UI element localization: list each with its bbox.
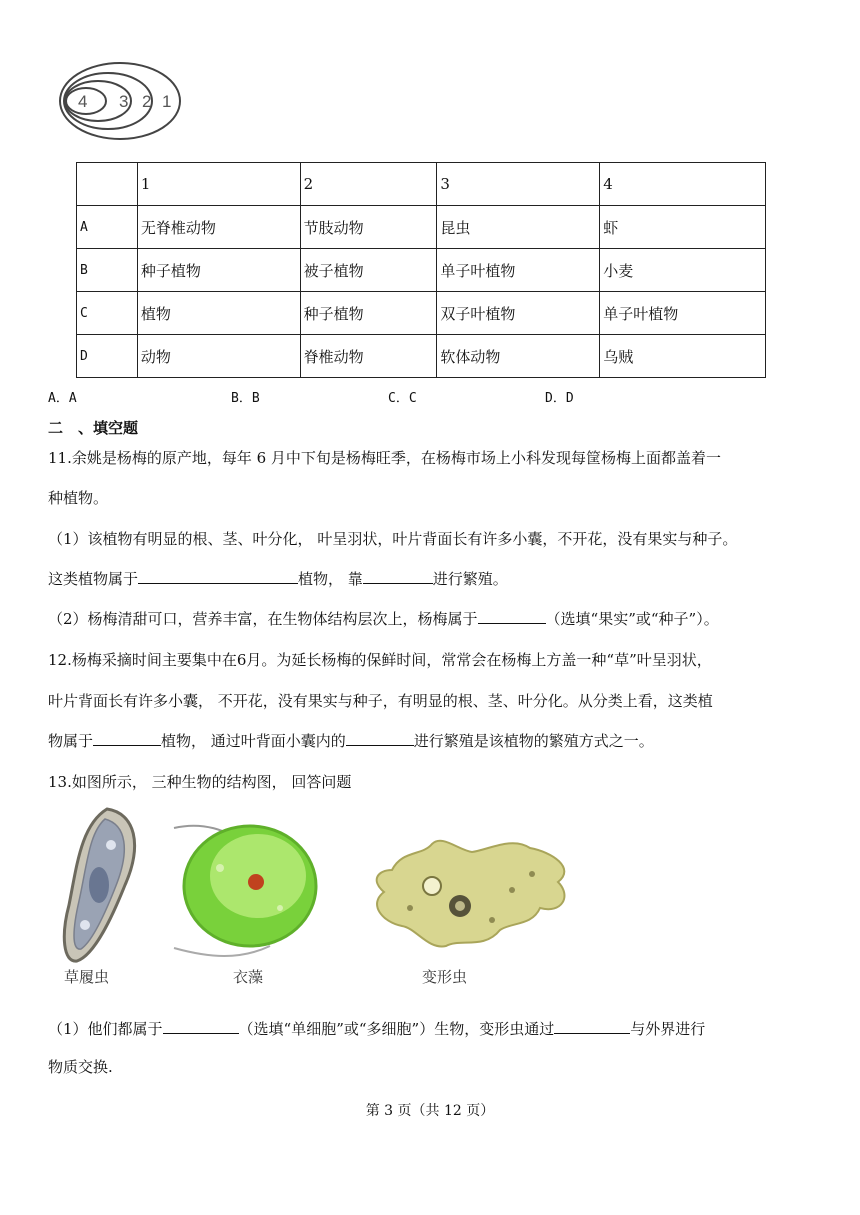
table-cell: 乌贼 xyxy=(600,335,766,378)
table-cell: 4 xyxy=(600,163,766,206)
table-cell: 虾 xyxy=(600,206,766,249)
caption-chlamydomonas: 衣藻 xyxy=(233,968,264,986)
venn-label-2: 2 xyxy=(142,92,152,111)
option-d[interactable]: D．D xyxy=(545,391,574,406)
section-heading: 二 、填空题 xyxy=(48,419,139,437)
table-row xyxy=(77,206,766,249)
table-cell: 脊椎动物 xyxy=(300,335,437,378)
table-cell: 3 xyxy=(437,163,600,206)
text-segment: （选填“果实”或“种子”）。 xyxy=(545,610,719,628)
caption-amoeba: 变形虫 xyxy=(422,968,468,986)
table-cell: B xyxy=(77,249,138,292)
table-cell: 1 xyxy=(137,163,300,206)
answer-blank[interactable] xyxy=(93,729,161,746)
q11-stem-line1: 11.余姚是杨梅的原产地，每年 6 月中下旬是杨梅旺季，在杨梅市场上小科发现每筐杨梅上面都盖着一 xyxy=(48,449,721,467)
text-segment: 物属于 xyxy=(48,732,94,750)
q12-line3 xyxy=(48,729,654,753)
table-row xyxy=(77,335,766,378)
answer-blank[interactable] xyxy=(554,1017,630,1034)
answer-blank[interactable] xyxy=(346,729,414,746)
table-cell: 动物 xyxy=(137,335,300,378)
table-cell: 种子植物 xyxy=(137,249,300,292)
table-cell: C xyxy=(77,292,138,335)
table-cell: D xyxy=(77,335,138,378)
q13-part1-line2: 物质交换. xyxy=(48,1058,113,1076)
q11-part1-line2 xyxy=(48,567,508,591)
answer-blank[interactable] xyxy=(163,1017,239,1034)
text-segment: 植物， 靠 xyxy=(298,570,363,588)
q12-line1: 12.杨梅采摘时间主要集中在6月。为延长杨梅的保鲜时间，常常会在杨梅上方盖一种“草”叶呈羽状， xyxy=(48,651,712,669)
classification-table xyxy=(76,162,766,378)
text-segment: （1）他们都属于 xyxy=(48,1020,163,1038)
option-c[interactable]: C．C xyxy=(388,391,417,406)
table-cell: 种子植物 xyxy=(300,292,437,335)
table-row xyxy=(77,249,766,292)
q11-part1-line1: （1）该植物有明显的根、茎、叶分化， 叶呈羽状，叶片背面长有许多小囊，不开花，没有果实与种子。 xyxy=(48,530,738,548)
table-cell: 小麦 xyxy=(600,249,766,292)
text-segment: 这类植物属于 xyxy=(48,570,139,588)
table-cell: 昆虫 xyxy=(437,206,600,249)
table-cell: 双子叶植物 xyxy=(437,292,600,335)
q12-line2: 叶片背面长有许多小囊， 不开花，没有果实与种子，有明显的根、茎、叶分化。从分类上看，这类植 xyxy=(48,692,713,710)
text-segment: （2）杨梅清甜可口，营养丰富，在生物体结构层次上，杨梅属于 xyxy=(48,610,478,628)
table-cell: 单子叶植物 xyxy=(600,292,766,335)
answer-blank[interactable] xyxy=(363,567,433,584)
table-cell: 2 xyxy=(300,163,437,206)
table-cell: 单子叶植物 xyxy=(437,249,600,292)
option-a[interactable]: A．A xyxy=(48,391,77,406)
table-header-row xyxy=(77,163,766,206)
table-cell xyxy=(77,163,138,206)
option-b[interactable]: B．B xyxy=(231,391,260,406)
paramecium-illustration xyxy=(55,805,155,965)
q13-part1-line1 xyxy=(48,1017,705,1041)
q11-stem-line2: 种植物。 xyxy=(48,489,109,507)
table-row xyxy=(77,292,766,335)
text-segment: 进行繁殖。 xyxy=(432,570,508,588)
answer-blank[interactable] xyxy=(138,567,298,584)
text-segment: （选填“单细胞”或“多细胞”）生物，变形虫通过 xyxy=(238,1020,555,1038)
text-segment: 植物， 通过叶背面小囊内的 xyxy=(161,732,346,750)
venn-label-4: 4 xyxy=(78,92,88,111)
table-cell: 无脊椎动物 xyxy=(137,206,300,249)
table-cell: 被子植物 xyxy=(300,249,437,292)
q13-stem: 13.如图所示， 三种生物的结构图， 回答问题 xyxy=(48,773,352,791)
venn-label-3: 3 xyxy=(119,92,129,111)
amoeba-illustration xyxy=(362,830,582,960)
answer-blank[interactable] xyxy=(478,607,546,624)
table-cell: 节肢动物 xyxy=(300,206,437,249)
table-cell: A xyxy=(77,206,138,249)
page-footer: 第 3 页（共 12 页） xyxy=(365,1103,495,1119)
text-segment: 与外界进行 xyxy=(630,1020,706,1038)
table-cell: 软体动物 xyxy=(437,335,600,378)
q11-part2-line xyxy=(48,607,719,631)
chlamydomonas-illustration xyxy=(170,818,320,968)
venn-label-1: 1 xyxy=(162,92,172,111)
table-cell: 植物 xyxy=(137,292,300,335)
text-segment: 进行繁殖是该植物的繁殖方式之一。 xyxy=(413,732,654,750)
nested-ellipse-figure xyxy=(58,60,188,142)
caption-paramecium: 草履虫 xyxy=(64,968,110,986)
